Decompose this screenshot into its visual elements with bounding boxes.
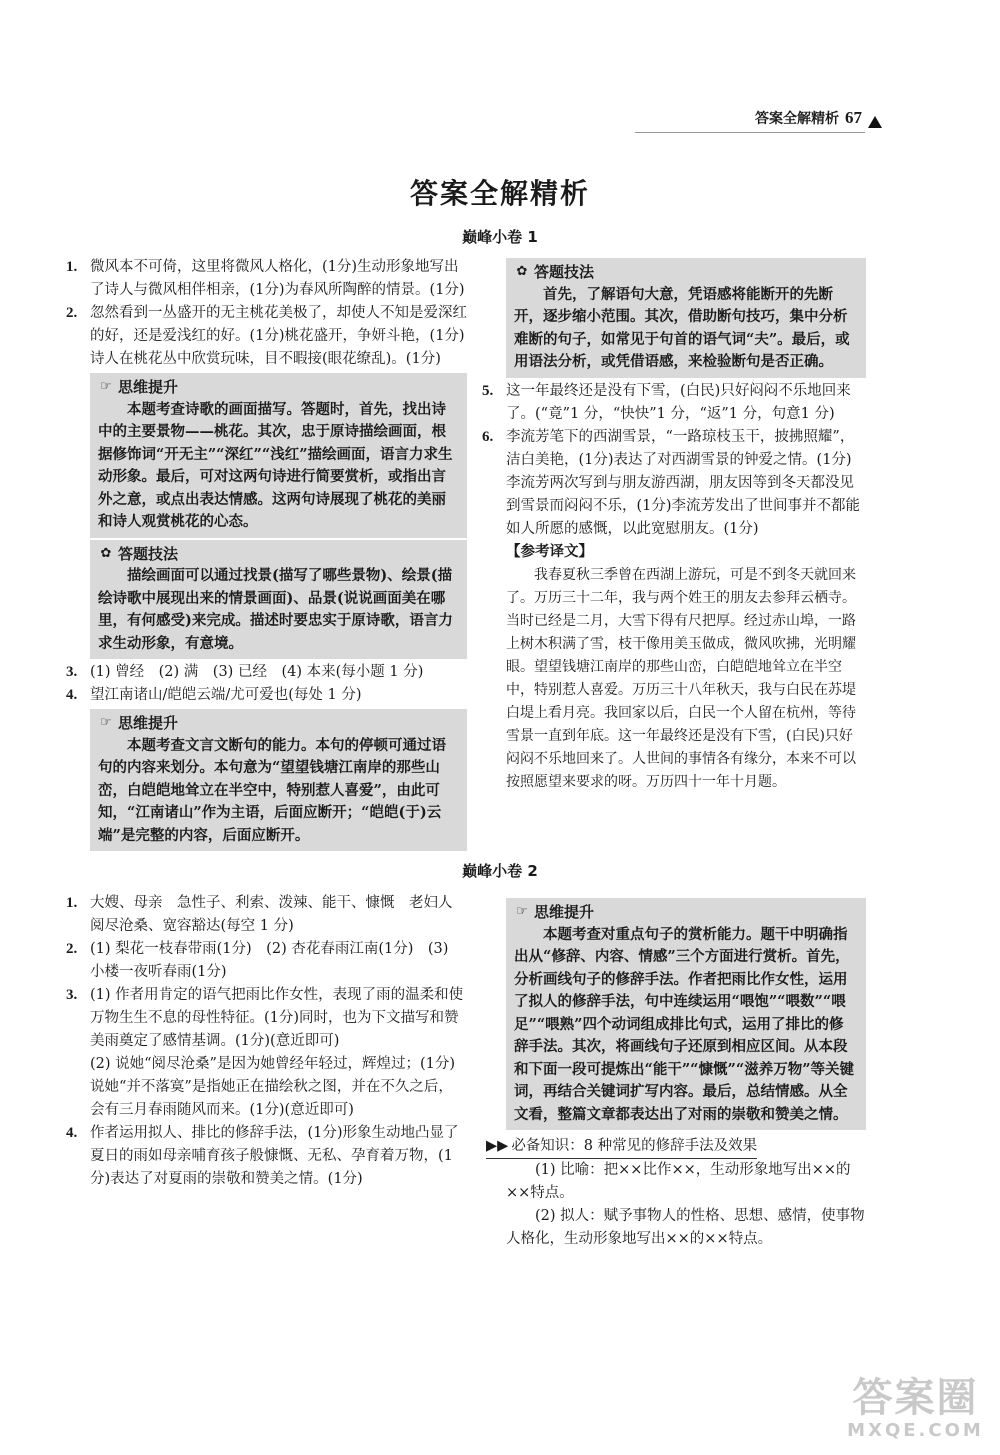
answer-item (62, 892, 467, 938)
box-title-text: 答题技法 (534, 263, 595, 281)
box-title (514, 261, 858, 284)
thinking-box (506, 898, 866, 1130)
thumbs-up-icon: ☞ (516, 904, 528, 920)
technique-box (90, 540, 467, 660)
item-number: 2. (66, 305, 78, 321)
thumbs-up-icon: ☞ (100, 715, 112, 731)
header-rule (635, 132, 865, 133)
answer-item (62, 938, 467, 984)
item-text: 这一年最终还是没有下雪，(白民)只好闷闷不乐地回来了。(“竟”1 分，“快快”1 分，“返”1 分，句意1 分) (506, 382, 851, 422)
header-label (755, 108, 862, 128)
answer-item (62, 984, 467, 1122)
knowledge-item: (1) 比喻：把××比作××，生动形象地写出××的××特点。 (506, 1162, 851, 1201)
box-text: 本题考查文言文断句的能力。本句的停顿可通过语句的内容来划分。本句意为“望望钱塘江南岸的那些山峦，白皑皑地耸立在半空中，特别惹人喜爱”，由此可知，“江南诸山”作为主语，后面应断开；“皑皑(于)云端”是完整的内容，后面应断开。 (98, 736, 446, 844)
item-text: 忽然看到一丛盛开的无主桃花美极了，却使人不知是爱深红的好，还是爱浅红的好。(1分)桃花盛开，争妍斗艳，(1分)诗人在桃花丛中欣赏玩味，目不暇接(眼花缭乱)。(1分) (90, 305, 467, 367)
item-number: 2. (66, 941, 78, 957)
box-title-text: 答题技法 (118, 544, 179, 563)
knowledge-item: (2) 拟人：赋予事物人的性格、思想、感情，使事物人格化，生动形象地写出××的××特点。 (506, 1208, 865, 1247)
item-text: (1) 曾经 (2) 满 (3) 已经 (4) 本来(每小题 1 分) (90, 664, 424, 680)
answer-item (62, 302, 467, 371)
answer-item (478, 380, 866, 426)
thinking-box (90, 709, 467, 851)
section1-left-column (62, 256, 467, 853)
section2-heading: 巅峰小卷 2 (462, 862, 538, 880)
box-title-text: 思维提升 (118, 378, 179, 396)
item-number: 1. (66, 895, 78, 911)
item-text: (1) 作者用肯定的语气把雨比作女性，表现了雨的温柔和使万物生生不息的母性特征。(1分)同时，也为下文描写和赞美雨奠定了感情基调。(1分)(意近即可) (90, 987, 464, 1049)
item-text: 大嫂、母亲 急性子、利索、泼辣、能干、慷慨 老妇人 阅尽沧桑、宽容豁达(每空 1 分) (90, 895, 467, 934)
page-number: 67 (845, 108, 862, 127)
item-number: 3. (66, 987, 78, 1003)
item-number: 5. (482, 382, 494, 399)
watermark-logo (843, 1376, 988, 1441)
knowledge-title-text: 必备知识：8 种常见的修辞手法及效果 (511, 1138, 758, 1154)
item-number: 4. (66, 1125, 78, 1141)
answer-item (62, 661, 467, 684)
box-title-text: 思维提升 (118, 714, 179, 732)
section2-left-column (62, 892, 467, 1191)
section2-right-column (478, 896, 866, 1251)
double-arrow-icon: ▶▶ (486, 1137, 509, 1154)
box-title (98, 712, 459, 735)
key-icon: ✿ (516, 264, 528, 280)
knowledge-title (486, 1134, 757, 1159)
answer-item (62, 256, 467, 302)
answer-item (62, 684, 467, 707)
item-number: 1. (66, 259, 78, 275)
item-text: 微风本不可倚，这里将微风人格化，(1分)生动形象地写出了诗人与微风相伴相亲，(1分)为春风所陶醉的情景。(1分) (90, 259, 465, 298)
item-number: 4. (66, 687, 78, 703)
box-text: 本题考查对重点句子的赏析能力。题干中明确指出从“修辞、内容、情感”三个方面进行赏析。首先，分析画线句子的修辞手法。作者把雨比作女性，运用了拟人的修辞手法，句中连续运用“喂饱”“喂数”“喂足”“喂熟”四个动词组成排比句式，运用了排比的修辞手法。其次，将画线句子还原到相应区间。从本段和下面一段可提炼出“能干”“慷慨”“滋养万物”等关键词，再结合关键词扩写内容。最后，总结情感。从全文看，整篇文章都表达出了对雨的崇敬和赞美之情。 (514, 925, 855, 1123)
box-title (98, 543, 459, 566)
key-icon: ✿ (100, 545, 112, 561)
box-title (514, 901, 858, 924)
reference-text: 我春夏秋三季曾在西湖上游玩，可是不到冬天就回来了。万历三十二年，我与两个姓王的朋友去参拜云栖寺。当时已经是二月，大雪下得有尺把厚。经过赤山埠，一路上树木积满了雪，枝干像用美玉做成，微风吹拂，光明耀眼。望望钱塘江南岸的那些山峦，白皑皑地耸立在半空中，特别惹人喜爱。万历三十八年秋天，我与白民在苏堤白堤上看月亮。我回家以后，白民一个人留在杭州，等待雪景一直到年底。这一年最终还是没有下雪，(白民)只好闷闷不乐地回来了。人世间的事情各有缘分，本来不可以按照愿望来要求的呀。万历四十一年十月题。 (506, 566, 856, 790)
box-text: 本题考查诗歌的画面描写。答题时，首先，找出诗中的主要景物——桃花。其次，忠于原诗描绘画面，根据修饰词“开无主”“深红”“浅红”描绘画面，语言力求生动形象。最后，可对这两句诗进行简要赏析，或指出言外之意，或点出表达情感。这两句诗展现了桃花的美丽和诗人观赏桃花的心态。 (98, 400, 453, 530)
section1-right-column (478, 256, 866, 794)
technique-box (506, 258, 866, 378)
section1-heading: 巅峰小卷 1 (462, 228, 538, 246)
item-text-part2: (2) 说她“阅尽沧桑”是因为她曾经年轻过，辉煌过；(1分)说她“并不落寞”是指她正在描绘秋之图，并在不久之后，会有三月春雨随风而来。(1分)(意近即可) (90, 1056, 456, 1118)
watermark-url: MXQE.COM (847, 1420, 984, 1441)
header-text: 答案全解精析 (755, 111, 839, 127)
item-number: 6. (482, 428, 494, 445)
item-number: 3. (66, 664, 78, 680)
thinking-box (90, 373, 467, 538)
box-title-text: 思维提升 (534, 903, 595, 921)
triangle-icon (868, 116, 882, 128)
reference-title: 【参考译文】 (506, 543, 593, 560)
box-text: 首先，了解语句大意，凭语感将能断开的先断开，逐步缩小范围。其次，借助断句技巧，集中分析难断的句子，如常见于句首的语气词“夫”。最后，或用语法分析，或凭借语感，来检验断句是否正确。 (514, 285, 850, 370)
answer-item (478, 426, 866, 541)
thumbs-up-icon: ☞ (100, 379, 112, 395)
answer-item (62, 1122, 467, 1191)
box-text: 描绘画面可以通过找景(描写了哪些景物)、绘景(描绘诗歌中展现出来的情景画面)、品景(说说画面美在哪里，有何感受)来完成。描述时要忠实于原诗歌，语言力求生动形象，有意境。 (98, 567, 453, 652)
item-text: (1) 梨花一枝春带雨(1分) (2) 杏花春雨江南(1分) (3) 小楼一夜听春雨(1分) (90, 941, 449, 980)
knowledge-block (486, 1134, 866, 1251)
page-title: 答案全解精析 (409, 177, 590, 210)
item-text: 望江南诸山/皑皑云端/尤可爱也(每处 1 分) (90, 687, 362, 703)
watermark-text: 答案圈 (852, 1375, 979, 1421)
item-text: 李流芳笔下的西湖雪景，“一路琼枝玉干，披拂照耀”，洁白美艳，(1分)表达了对西湖雪景的钟爱之情。(1分)李流芳两次写到与朋友游西湖，朋友因等到冬天都没见到雪景而闷闷不乐，(1分)李流芳发出了世间事并不都能如人所愿的感慨，以此宽慰朋友。(1分) (506, 428, 861, 537)
reference-translation (478, 541, 866, 794)
box-title (98, 376, 459, 399)
item-text: 作者运用拟人、排比的修辞手法，(1分)形象生动地凸显了夏日的雨如母亲哺育孩子般慷慨、无私、孕育着万物，(1分)表达了对夏雨的崇敬和赞美之情。(1分) (90, 1125, 459, 1187)
